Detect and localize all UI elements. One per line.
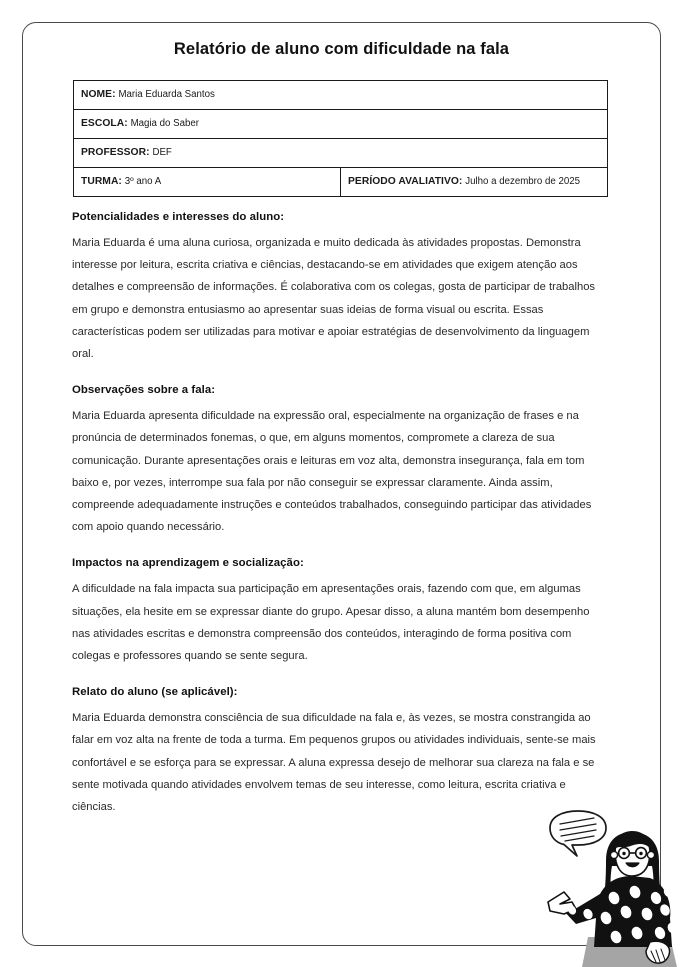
field-professor-value: DEF (152, 146, 172, 158)
field-professor-label: PROFESSOR: (81, 146, 150, 158)
section-heading: Impactos na aprendizagem e socialização: (72, 557, 304, 570)
field-periodo (341, 168, 608, 197)
section-relato-aluno (72, 686, 596, 818)
table-row (74, 81, 608, 110)
field-turma-value: 3º ano A (124, 175, 162, 187)
section-body: Maria Eduarda demonstra consciência de sua dificuldade na fala e, às vezes, se mostra constrangida ao falar em voz alta na frente de toda a turma. Em pequenos grupos ou atividades individuais, sente-se mais confortável e se esforça para se expressar. A aluna expressa desejo de melhorar sua clareza na fala e se sente motivada quando atividades envolvem temas de seu interesse, como leitura, escrita criativa e ciências. (72, 712, 596, 814)
field-periodo-label: PERÍODO AVALIATIVO: (348, 175, 463, 187)
section-impactos (72, 557, 596, 667)
section-heading: Observações sobre a fala: (72, 384, 216, 397)
field-escola (74, 110, 608, 139)
field-nome-label: NOME: (81, 88, 116, 100)
student-info-table (73, 80, 608, 197)
field-professor (74, 139, 608, 168)
field-escola-label: ESCOLA: (81, 117, 128, 129)
table-row (74, 168, 608, 197)
field-turma-label: TURMA: (81, 175, 122, 187)
report-sections (72, 211, 596, 837)
section-potencialidades (72, 211, 596, 365)
section-heading: Potencialidades e interesses do aluno: (72, 211, 285, 223)
section-body: Maria Eduarda apresenta dificuldade na expressão oral, especialmente na organização de frases e na pronúncia de determinados fonemas, o que, em alguns momentos, compromete a clareza de sua comunicação. Durante apresentações orais e leituras em voz alta, demonstra insegurança, fala em tom baixo e, por vezes, interrompe sua fala por não conseguir se expressar claramente. Ainda assim, compreende adequadamente instruções e conteúdos trabalhados, conseguindo participar das atividades com apoio quando necessário. (72, 410, 592, 534)
page-title: Relatório de aluno com dificuldade na fala (173, 40, 510, 58)
field-turma (74, 168, 341, 197)
section-body: Maria Eduarda é uma aluna curiosa, organizada e muito dedicada às atividades propostas. Demonstra interesse por leitura, escrita criativa e ciências, destacando-se em atividades que exigem atenção aos detalhes e compreensão de informações. É colaborativa com os colegas, gosta de participar de trabalhos em grupo e demonstra entusiasmo ao apresentar suas ideias de forma visual ou escrita. Essas características podem ser utilizadas para motivar e apoiar estratégias de desenvolvimento da linguagem oral. (72, 237, 596, 361)
field-escola-value: Magia do Saber (130, 117, 199, 129)
section-body: A dificuldade na fala impacta sua participação em apresentações orais, fazendo com que, em algumas situações, ela hesite em se expressar diante do grupo. Apesar disso, a aluna mantém bom desempenho nas atividades escritas e demonstra compreensão dos conteúdos, interagindo de forma positiva com colegas e professores quando se sente segura. (72, 583, 590, 663)
section-observacoes-fala (72, 384, 596, 538)
table-row (74, 110, 608, 139)
field-periodo-value: Julho a dezembro de 2025 (465, 175, 580, 187)
field-nome (74, 81, 608, 110)
table-row (74, 139, 608, 168)
section-heading: Relato do aluno (se aplicável): (72, 686, 238, 699)
field-nome-value: Maria Eduarda Santos (118, 88, 215, 100)
